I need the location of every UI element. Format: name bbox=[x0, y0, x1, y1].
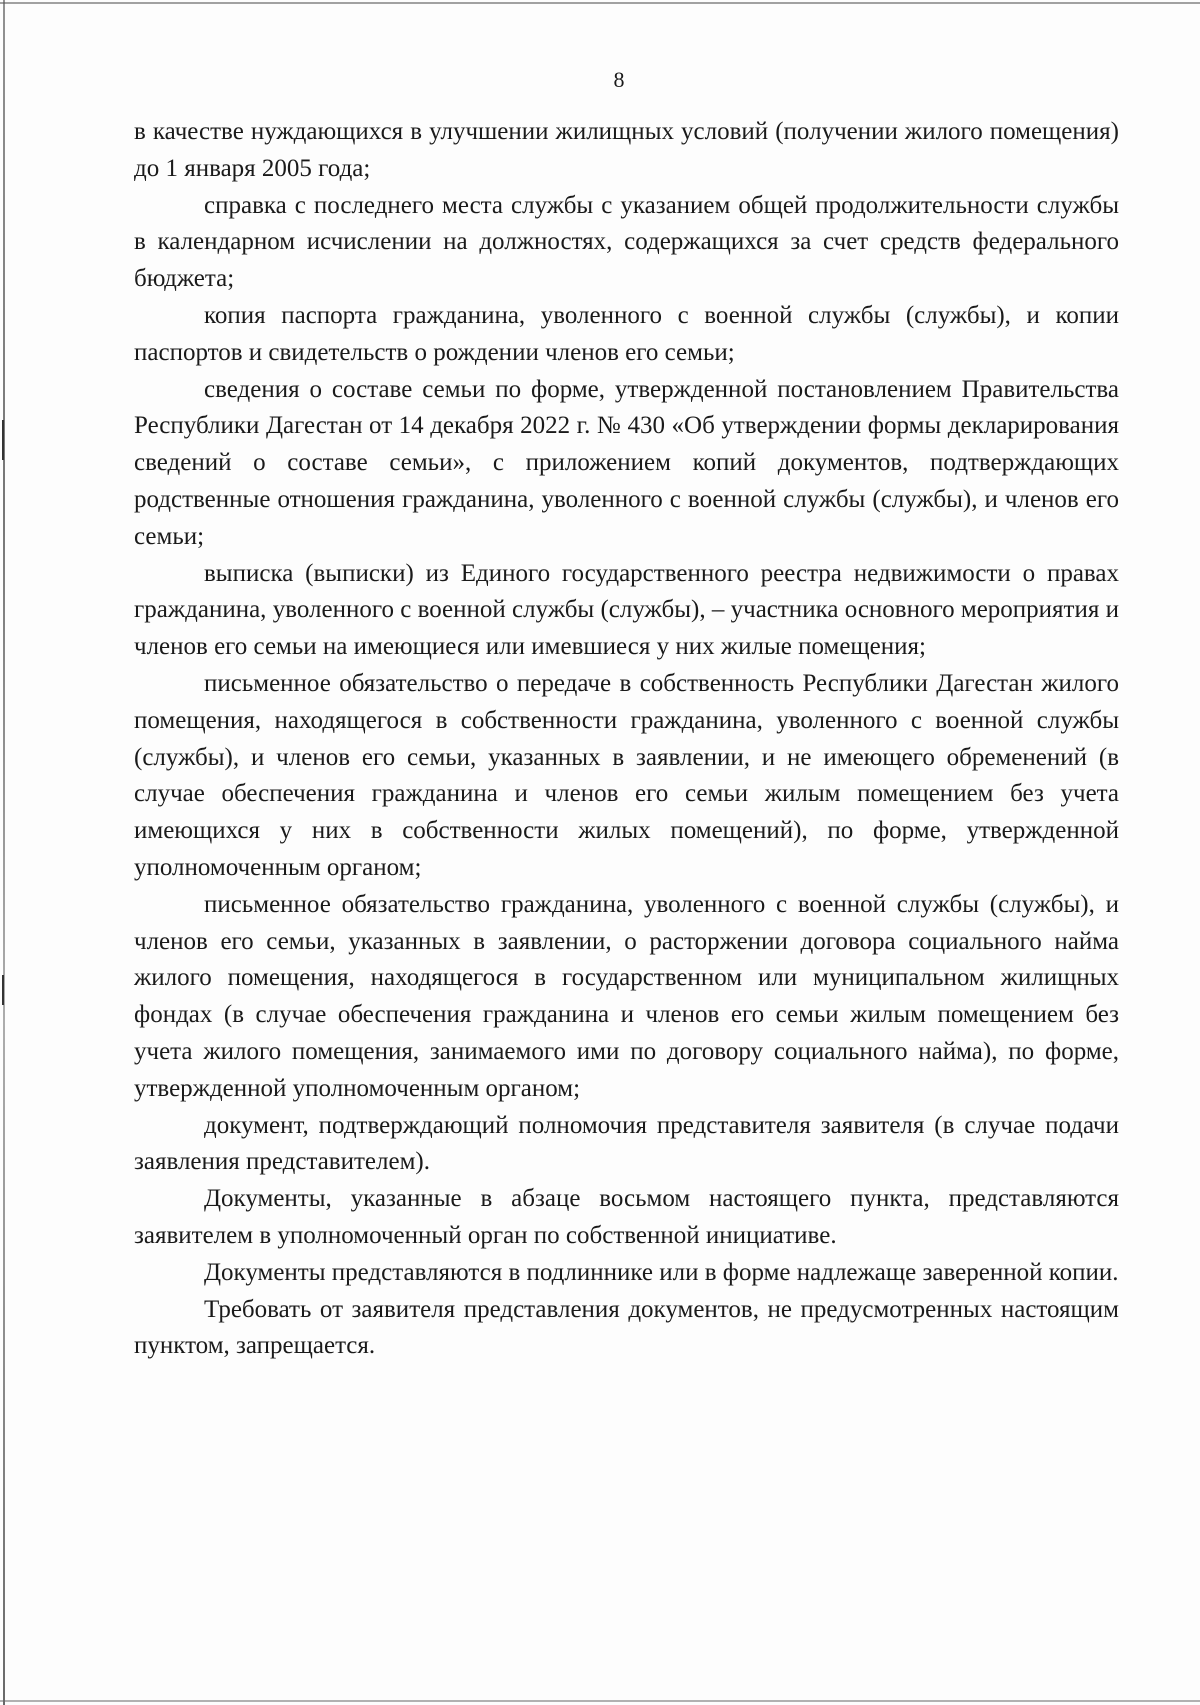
paragraph: справка с последнего места службы с указанием общей продолжительности службы в календарном исчислении на должностях, содержащихся за счет средств федерального бюджета; bbox=[134, 191, 1119, 293]
scan-mark bbox=[2, 420, 4, 460]
page-number: 8 bbox=[613, 67, 625, 92]
paragraph: письменное обязательство гражданина, уволенного с военной службы (службы), и членов его семьи, указанных в заявлении, о расторжении договора социального найма жилого помещения, находящегося в государственном или муниципальном жилищных фондах (в случае обеспечения гражданина и членов его семьи жилым помещением без учета жилого помещения, занимаемого ими по договору социального найма), по форме, утвержденной уполномоченным органом; bbox=[134, 890, 1119, 1102]
paragraph: Документы, указанные в абзаце восьмом настоящего пункта, представляются заявителем в уполномоченный орган по собственной инициативе. bbox=[134, 1185, 1119, 1249]
scan-edge-top bbox=[0, 2, 1200, 4]
paragraph: Документы представляются в подлиннике или в форме надлежаще заверенной копии. bbox=[204, 1258, 1119, 1286]
scan-mark bbox=[2, 975, 4, 1005]
paragraph: Требовать от заявителя представления документов, не предусмотренных настоящим пунктом, запрещается. bbox=[134, 1295, 1119, 1360]
paragraph: письменное обязательство о передаче в собственность Республики Дагестан жилого помещения, находящегося в собственности гражданина, уволенного с военной службы (службы), и членов его семьи, указанных в заявлении, и не имеющего обременений (в случае обеспечения гражданина и членов его семьи жилым помещением без учета имеющихся у них в собственности жилых помещений), по форме, утвержденной уполномоченным органом; bbox=[134, 669, 1119, 881]
paragraph: копия паспорта гражданина, уволенного с военной службы (службы), и копии паспортов и свидетельств о рождении членов его семьи; bbox=[134, 301, 1119, 366]
scan-edge-bottom bbox=[0, 1700, 1200, 1702]
paragraph: в качестве нуждающихся в улучшении жилищных условий (получении жилого помещения) до 1 января 2005 года; bbox=[134, 118, 1119, 182]
paragraph: документ, подтверждающий полномочия представителя заявителя (в случае подачи заявления представителем). bbox=[134, 1111, 1119, 1176]
paragraph: сведения о составе семьи по форме, утвержденной постановлением Правительства Республики Дагестан от 14 декабря 2022 г. № 430 «Об утверждении формы декларирования сведений о составе семьи», с приложением копий документов, подтверждающих родственные отношения гражданина, уволенного с военной службы (службы), и членов его семьи; bbox=[134, 375, 1119, 550]
paragraph: выписка (выписки) из Единого государственного реестра недвижимости о правах гражданина, уволенного с военной службы (службы), – участника основного мероприятия и членов его семьи на имеющиеся или имевшиеся у них жилые помещения; bbox=[134, 559, 1119, 661]
scan-edge-left bbox=[3, 0, 5, 1705]
document-body bbox=[134, 114, 1119, 1365]
